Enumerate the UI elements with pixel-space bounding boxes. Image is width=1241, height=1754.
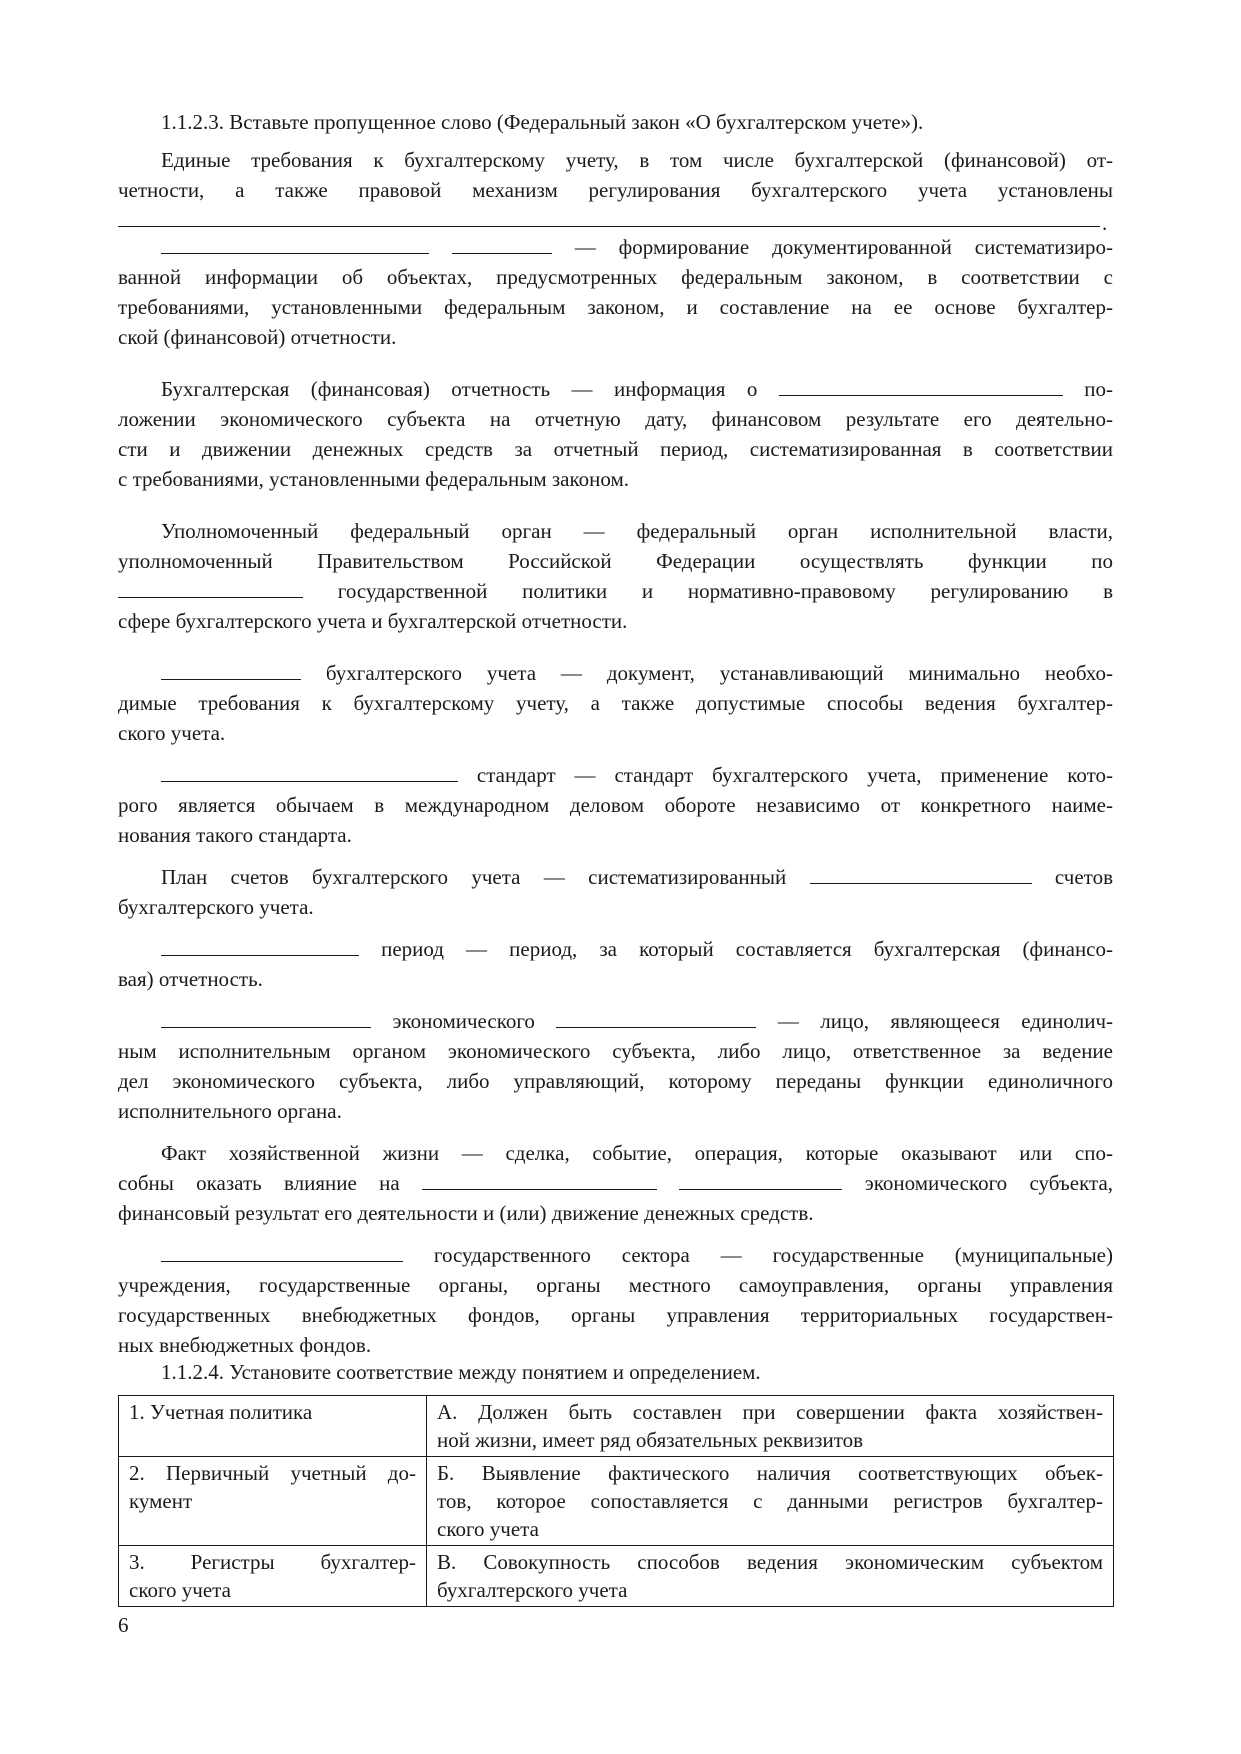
term-line: кумент [129, 1489, 193, 1513]
paragraph-11-line-2: учреждения, государственные органы, органы местного самоуправления, органы управления [118, 1273, 1113, 1297]
answer-blank[interactable] [161, 761, 458, 782]
paragraph-2-line-4: ской (финансовой) отчетности. [118, 325, 397, 349]
table-row [119, 1546, 1114, 1607]
table-row [119, 1457, 1114, 1546]
answer-blank[interactable] [161, 935, 359, 956]
paragraph-8-line-2: вая) отчетность. [118, 967, 263, 991]
definition-line: А. Должен быть составлен при совершении факта хозяйствен- [437, 1400, 1103, 1424]
paragraph-6-line-1 [161, 760, 1113, 790]
paragraph-10-text-a: собны оказать влияние на [118, 1171, 400, 1195]
definition-cell [427, 1396, 1114, 1457]
paragraph-7-line-1 [161, 862, 1113, 892]
definition-cell [427, 1546, 1114, 1607]
answer-blank[interactable] [161, 1007, 371, 1028]
paragraph-2-text: — формирование документированной систематизиро- [574, 235, 1114, 259]
paragraph-10-line-1: Факт хозяйственной жизни — сделка, событие, операция, которые оказывают или спо- [161, 1141, 1113, 1165]
paragraph-1-line-2: четности, а также правовой механизм регулирования бухгалтерского учета установлены [118, 178, 1113, 202]
definition-cell [427, 1457, 1114, 1546]
answer-blank[interactable] [422, 1169, 657, 1190]
paragraph-5-line-2: димые требования к бухгалтерскому учету, а также допустимые способы ведения бухгалтер- [118, 691, 1113, 715]
answer-blank[interactable] [810, 863, 1032, 884]
paragraph-4-line-3 [118, 576, 1113, 606]
paragraph-1-line-1: Единые требования к бухгалтерскому учету, в том числе бухгалтерской (финансовой) от- [161, 148, 1113, 172]
paragraph-8-text-b: период — период, за который составляется бухгалтерская (финансо- [381, 937, 1113, 961]
paragraph-9-text-c: — лицо, являющееся единолич- [777, 1009, 1114, 1033]
paragraph-6-text-b: стандарт — стандарт бухгалтерского учета, применение кото- [476, 763, 1113, 787]
paragraph-11-line-1 [161, 1240, 1113, 1270]
paragraph-4-line-4: сфере бухгалтерского учета и бухгалтерской отчетности. [118, 609, 628, 633]
paragraph-1-end: . [1102, 211, 1108, 235]
paragraph-3-line-4: с требованиями, установленными федеральным законом. [118, 467, 629, 491]
matching-table [118, 1395, 1114, 1607]
paragraph-5-text-b: бухгалтерского учета — документ, устанавливающий минимально необхо- [325, 661, 1113, 685]
definition-line: Б. Выявление фактического наличия соответствующих объек- [437, 1461, 1103, 1485]
paragraph-10-line-2 [118, 1168, 1113, 1198]
paragraph-6-line-2: рого является обычаем в международном деловом обороте независимо от конкретного наиме- [118, 793, 1113, 817]
definition-line: ной жизни, имеет ряд обязательных реквизитов [437, 1428, 864, 1452]
paragraph-5-line-3: ского учета. [118, 721, 226, 745]
paragraph-9-line-4: исполнительного органа. [118, 1099, 342, 1123]
paragraph-11-line-3: государственных внебюджетных фондов, органы управления территориальных государствен- [118, 1303, 1113, 1327]
definition-line: бухгалтерского учета [437, 1578, 628, 1602]
paragraph-9-text-b: экономического [392, 1009, 535, 1033]
paragraph-9-line-1 [161, 1006, 1113, 1036]
answer-blank[interactable] [118, 577, 303, 598]
definition-line: тов, которое сопоставляется с данными регистров бухгалтер- [437, 1489, 1103, 1513]
paragraph-4-line-2: уполномоченный Правительством Российской Федерации осуществлять функции по [118, 549, 1113, 573]
paragraph-3-line-1 [161, 374, 1113, 404]
answer-blank[interactable] [161, 233, 429, 254]
term-cell [119, 1546, 427, 1607]
paragraph-9-line-2: ным исполнительным органом экономического субъекта, либо лицо, ответственное за ведение [118, 1039, 1113, 1063]
answer-blank[interactable] [161, 1241, 403, 1262]
paragraph-3-text-b: по- [1084, 377, 1114, 401]
paragraph-9-line-3: дел экономического субъекта, либо управляющий, которому переданы функции единоличного [118, 1069, 1113, 1093]
answer-blank[interactable] [679, 1169, 842, 1190]
task-heading-1124: 1.1.2.4. Установите соответствие между понятием и определением. [161, 1360, 761, 1384]
term-line: 1. Учетная политика [129, 1400, 313, 1424]
paragraph-2-line-2: ванной информации об объектах, предусмотренных федеральным законом, в соответствии с [118, 265, 1113, 289]
term-line: 2. Первичный учетный до- [129, 1461, 416, 1485]
paragraph-7-line-2: бухгалтерского учета. [118, 895, 314, 919]
paragraph-2-line-3: требованиями, установленными федеральным законом, и составление на ее основе бухгалтер- [118, 295, 1113, 319]
paragraph-2-line-1 [161, 232, 1113, 262]
paragraph-11-text-b: государственного сектора — государственные (муниципальные) [433, 1243, 1113, 1267]
paragraph-10-line-3: финансовый результат его деятельности и (или) движение денежных средств. [118, 1201, 814, 1225]
answer-blank[interactable] [779, 375, 1063, 396]
paragraph-5-line-1 [161, 658, 1113, 688]
term-cell [119, 1457, 427, 1546]
paragraph-3-text-a: Бухгалтерская (финансовая) отчетность — информация о [161, 377, 758, 401]
paragraph-11-line-4: ных внебюджетных фондов. [118, 1333, 372, 1357]
answer-blank-full-line[interactable] [118, 226, 1100, 227]
paragraph-3-line-3: сти и движении денежных средств за отчетный период, систематизированная в соответствии [118, 437, 1113, 461]
paragraph-10-text-b: экономического субъекта, [864, 1171, 1114, 1195]
page-number: 6 [118, 1613, 129, 1637]
paragraph-4-line-1: Уполномоченный федеральный орган — федеральный орган исполнительной власти, [161, 519, 1113, 543]
definition-line: В. Совокупность способов ведения экономическим субъектом [437, 1550, 1103, 1574]
paragraph-8-line-1 [161, 934, 1113, 964]
definition-line: ского учета [437, 1517, 539, 1541]
paragraph-3-line-2: ложении экономического субъекта на отчетную дату, финансовом результате его деятельно- [118, 407, 1113, 431]
term-cell [119, 1396, 427, 1457]
table-row [119, 1396, 1114, 1457]
answer-blank[interactable] [556, 1007, 756, 1028]
answer-blank[interactable] [452, 233, 552, 254]
term-line: ского учета [129, 1578, 231, 1602]
paragraph-7-text-b: счетов [1054, 865, 1113, 889]
term-line: 3. Регистры бухгалтер- [129, 1550, 416, 1574]
paragraph-4-text-b: государственной политики и нормативно-правовому регулированию в [337, 579, 1114, 603]
paragraph-7-text-a: План счетов бухгалтерского учета — систематизированный [161, 865, 787, 889]
task-heading-1123: 1.1.2.3. Вставьте пропущенное слово (Федеральный закон «О бухгалтерском учете»). [161, 110, 924, 134]
paragraph-6-line-3: нования такого стандарта. [118, 823, 352, 847]
answer-blank[interactable] [161, 659, 301, 680]
